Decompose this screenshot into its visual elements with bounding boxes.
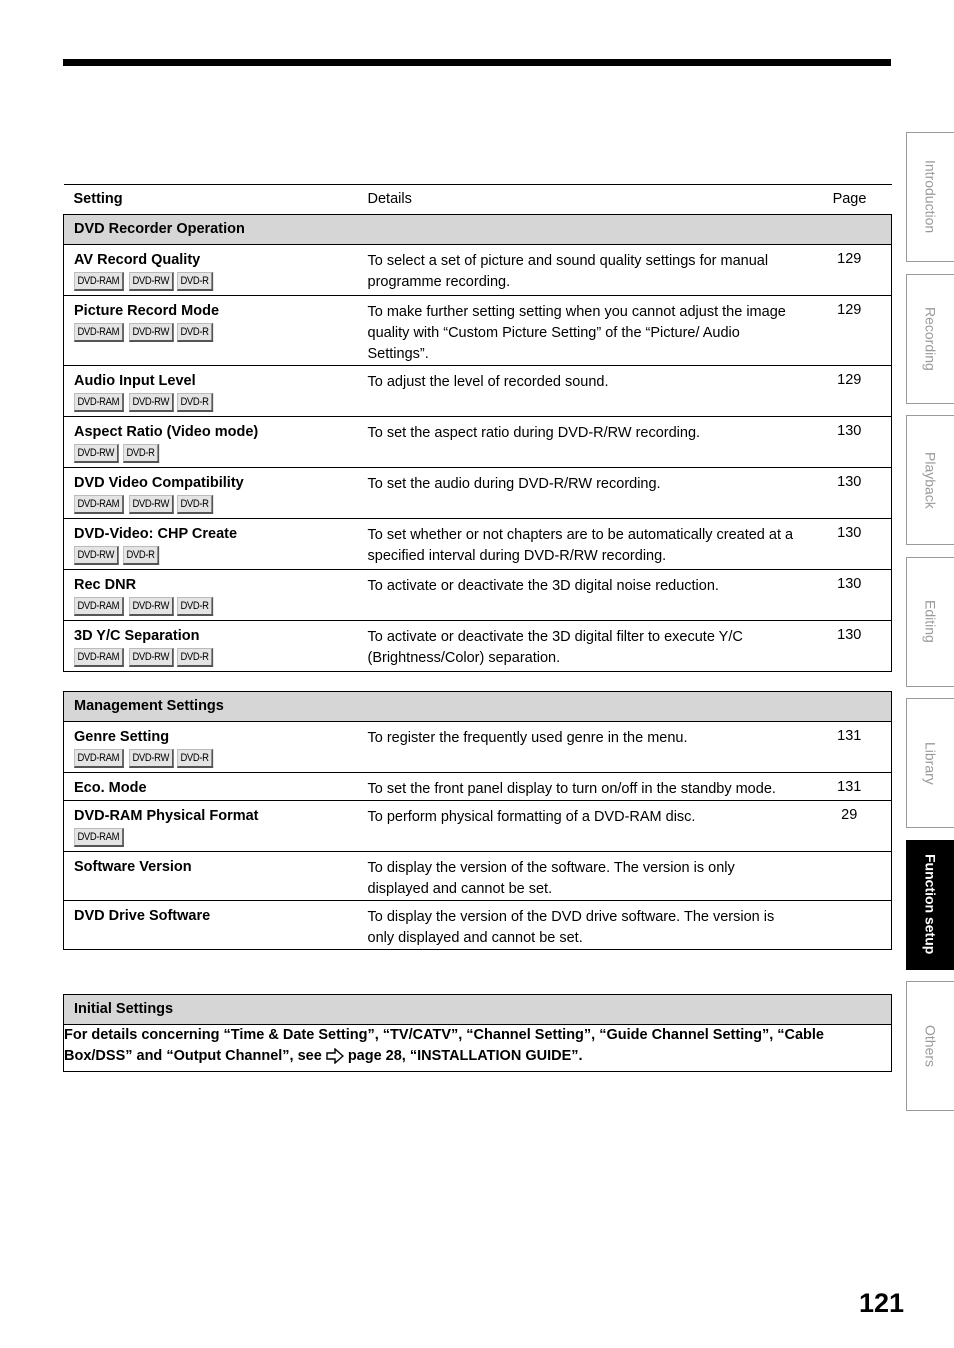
- disc-type-badge: DVD-RW: [129, 749, 173, 768]
- disc-type-badge: DVD-RAM: [74, 495, 123, 514]
- disc-type-badge: DVD-R: [177, 648, 213, 667]
- disc-type-badge: DVD-RW: [129, 648, 173, 667]
- setting-page: [808, 901, 892, 950]
- disc-type-badge: DVD-RAM: [74, 749, 123, 768]
- chapter-tab-others[interactable]: [906, 981, 954, 1111]
- disc-type-badge: DVD-RW: [74, 546, 118, 565]
- chapter-tab-recording[interactable]: [906, 274, 954, 404]
- setting-row: [64, 468, 892, 519]
- chapter-tab-function-setup[interactable]: [906, 840, 954, 970]
- setting-name: DVD Video Compatibility: [74, 475, 244, 491]
- disc-type-badge: DVD-RW: [129, 597, 173, 616]
- setting-row: [64, 366, 892, 417]
- setting-details: To activate or deactivate the 3D digital filter to execute Y/C (Brightness/Color) separation.: [358, 621, 808, 672]
- setting-cell: [64, 468, 358, 519]
- disc-badges: [74, 749, 358, 768]
- disc-type-badge: DVD-RAM: [74, 828, 123, 847]
- setting-name: Eco. Mode: [74, 780, 147, 796]
- setting-cell: [64, 621, 358, 672]
- setting-details: To set the audio during DVD-R/RW recording.: [358, 468, 808, 519]
- setting-row: [64, 245, 892, 296]
- section-header: [64, 215, 892, 245]
- setting-cell: [64, 901, 358, 950]
- chapter-tab-label: Function setup: [922, 854, 939, 955]
- setting-page: 130: [808, 570, 892, 621]
- disc-badges: [74, 546, 358, 565]
- setting-page: [808, 852, 892, 901]
- disc-type-badge: DVD-R: [177, 323, 213, 342]
- initial-settings-table: [63, 994, 892, 1072]
- setting-name: Audio Input Level: [74, 373, 196, 389]
- chapter-tab-introduction[interactable]: [906, 132, 954, 262]
- setting-page: 130: [808, 468, 892, 519]
- disc-type-badge: DVD-RAM: [74, 393, 123, 412]
- section-header: [64, 995, 892, 1025]
- section-title: Management Settings: [64, 692, 892, 722]
- initial-settings-note-row: [64, 1025, 892, 1072]
- section-rows: [64, 722, 892, 950]
- setting-cell: [64, 801, 358, 852]
- disc-badges: [74, 597, 358, 616]
- disc-type-badge: DVD-RAM: [74, 648, 123, 667]
- chapter-tab-editing[interactable]: [906, 557, 954, 687]
- setting-details: To activate or deactivate the 3D digital noise reduction.: [358, 570, 808, 621]
- disc-badges: [74, 444, 358, 463]
- disc-badges: [74, 648, 358, 667]
- setting-details: To make further setting setting when you cannot adjust the image quality with “Custom Picture Setting” of the “Picture/ Audio Settings”.: [358, 296, 808, 366]
- page-number: 121: [858, 1288, 904, 1318]
- setting-row: [64, 773, 892, 801]
- setting-name: 3D Y/C Separation: [74, 628, 200, 644]
- initial-settings-note: [64, 1025, 892, 1072]
- setting-name: AV Record Quality: [74, 252, 201, 268]
- disc-type-badge: DVD-RAM: [74, 323, 123, 342]
- setting-details: To perform physical formatting of a DVD-RAM disc.: [358, 801, 808, 852]
- setting-details: To set the front panel display to turn on/off in the standby mode.: [358, 773, 808, 801]
- setting-row: [64, 621, 892, 672]
- disc-type-badge: DVD-RW: [129, 495, 173, 514]
- setting-details: To set the aspect ratio during DVD-R/RW recording.: [358, 417, 808, 468]
- setting-cell: [64, 570, 358, 621]
- setting-name: DVD Drive Software: [74, 908, 211, 924]
- disc-type-badge: DVD-RAM: [74, 272, 123, 291]
- setting-details: To display the version of the software. The version is only displayed and cannot be set.: [358, 852, 808, 901]
- setting-name: Aspect Ratio (Video mode): [74, 424, 259, 440]
- chapter-tab-label: Library: [922, 741, 939, 785]
- setting-cell: [64, 722, 358, 773]
- setting-page: 129: [808, 366, 892, 417]
- disc-type-badge: DVD-RW: [129, 323, 173, 342]
- disc-badges: [74, 495, 358, 514]
- setting-page: 129: [808, 296, 892, 366]
- setting-cell: [64, 417, 358, 468]
- column-header-row: [64, 185, 892, 215]
- disc-type-badge: DVD-R: [123, 444, 159, 463]
- setting-name: Software Version: [74, 859, 192, 875]
- disc-type-badge: DVD-R: [177, 272, 213, 291]
- setting-cell: [64, 852, 358, 901]
- setting-name: Genre Setting: [74, 729, 170, 745]
- disc-type-badge: DVD-RAM: [74, 597, 123, 616]
- section-title: Initial Settings: [64, 995, 892, 1025]
- disc-badges: [74, 323, 358, 342]
- disc-type-badge: DVD-RW: [129, 393, 173, 412]
- chapter-tab-label: Playback: [922, 451, 939, 509]
- column-setting: Setting: [64, 185, 358, 215]
- setting-page: 130: [808, 417, 892, 468]
- disc-type-badge: DVD-RW: [74, 444, 118, 463]
- setting-cell: [64, 296, 358, 366]
- setting-details: To select a set of picture and sound quality settings for manual programme recording.: [358, 245, 808, 296]
- setting-page: 130: [808, 621, 892, 672]
- chapter-tab-playback[interactable]: [906, 415, 954, 545]
- setting-row: [64, 417, 892, 468]
- setting-details: To register the frequently used genre in the menu.: [358, 722, 808, 773]
- disc-type-badge: DVD-RW: [129, 272, 173, 291]
- setting-details: To adjust the level of recorded sound.: [358, 366, 808, 417]
- setting-page: 130: [808, 519, 892, 570]
- setting-name: DVD-Video: CHP Create: [74, 526, 238, 542]
- disc-type-badge: DVD-R: [177, 495, 213, 514]
- see-page-arrow-icon: [326, 1048, 344, 1071]
- chapter-tab-label: Others: [922, 1024, 939, 1067]
- disc-badges: [74, 393, 358, 412]
- setting-row: [64, 801, 892, 852]
- column-details: Details: [358, 185, 808, 215]
- setting-details: To display the version of the DVD drive software. The version is only displayed and cannot be set.: [358, 901, 808, 950]
- setting-page: 129: [808, 245, 892, 296]
- chapter-tab-label: Introduction: [922, 160, 939, 234]
- disc-type-badge: DVD-R: [123, 546, 159, 565]
- section-title: DVD Recorder Operation: [64, 215, 892, 245]
- setting-cell: [64, 366, 358, 417]
- setting-page: 29: [808, 801, 892, 852]
- disc-badges: [74, 828, 358, 847]
- setting-row: [64, 570, 892, 621]
- setting-page: 131: [808, 773, 892, 801]
- setting-row: [64, 722, 892, 773]
- section-rows: [64, 245, 892, 672]
- setting-cell: [64, 245, 358, 296]
- disc-type-badge: DVD-R: [177, 393, 213, 412]
- section-header: [64, 692, 892, 722]
- setting-page: 131: [808, 722, 892, 773]
- disc-type-badge: DVD-R: [177, 749, 213, 768]
- setting-name: Rec DNR: [74, 577, 137, 593]
- setting-cell: [64, 519, 358, 570]
- column-page: Page: [808, 185, 892, 215]
- setting-row: [64, 852, 892, 901]
- disc-badges: [74, 272, 358, 291]
- chapter-tab-label: Editing: [922, 600, 939, 643]
- setting-name: DVD-RAM Physical Format: [74, 808, 259, 824]
- dvd-recorder-operation-table: [63, 184, 892, 672]
- setting-details: To set whether or not chapters are to be automatically created at a specified interval during DVD-R/RW recording.: [358, 519, 808, 570]
- setting-row: [64, 901, 892, 950]
- disc-type-badge: DVD-R: [177, 597, 213, 616]
- setting-row: [64, 296, 892, 366]
- chapter-tab-label: Recording: [922, 306, 939, 371]
- chapter-tab-library[interactable]: [906, 698, 954, 828]
- note-text-after: page 28, “INSTALLATION GUIDE”.: [347, 1048, 583, 1064]
- top-rule: [63, 59, 891, 66]
- setting-cell: [64, 773, 358, 801]
- note-text-before: For details concerning “Time & Date Setting”, “TV/CATV”, “Channel Setting”, “Guide Channel Setting”, “Cable Box/DSS” and “Output Channel”, see: [64, 1027, 824, 1064]
- management-settings-table: [63, 691, 892, 950]
- setting-row: [64, 519, 892, 570]
- setting-name: Picture Record Mode: [74, 303, 220, 319]
